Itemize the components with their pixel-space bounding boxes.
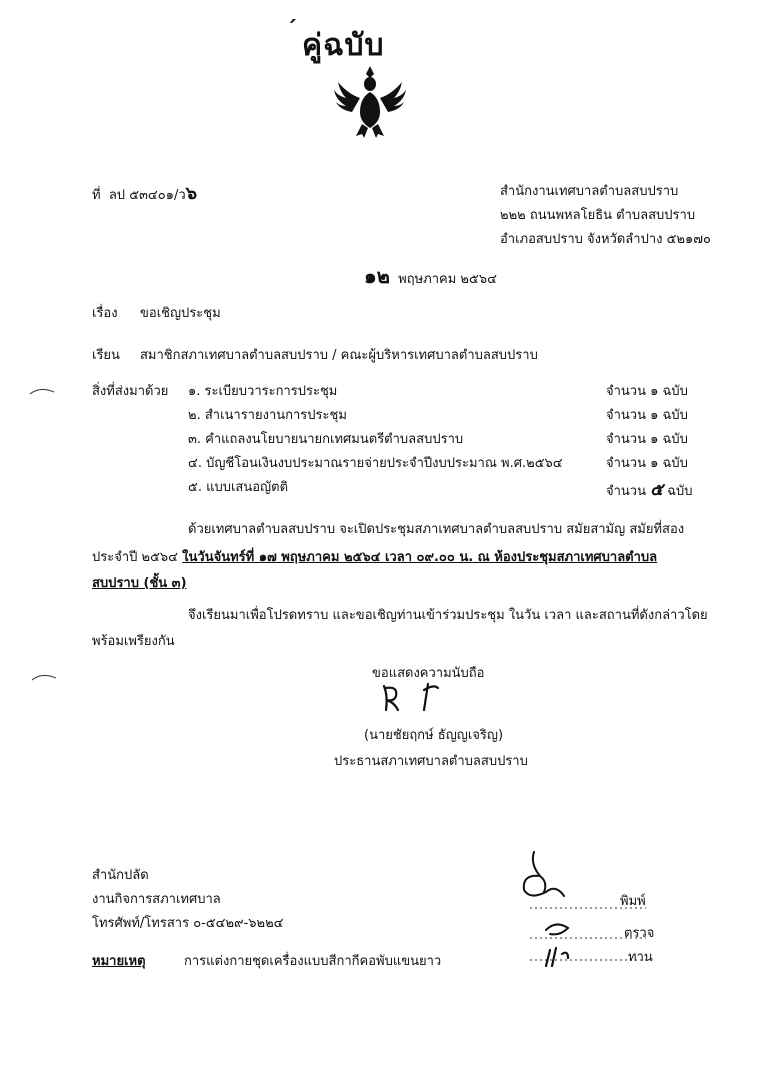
margin-mark xyxy=(28,386,58,396)
signature-image xyxy=(378,680,458,714)
enclosure-qty-handwritten: ๕ xyxy=(650,480,664,500)
contact-line-3: โทรศัพท์/โทรสาร ๐-๕๔๒๙-๖๒๒๔ xyxy=(92,916,284,931)
doc-number xyxy=(92,178,197,207)
enclosure-item: ๔. บัญชีโอนเงินงบประมาณรายจ่ายประจำปีงบประมาณ พ.ศ.๒๕๖๔ xyxy=(188,456,563,471)
body-paragraph-2-line-2: พร้อมเพรียงกัน xyxy=(92,634,175,649)
enclosure-item: ๑. ระเบียบวาระการประชุม xyxy=(188,384,338,399)
office-line-1: สำนักงานเทศบาลตำบลสบปราบ xyxy=(500,184,679,199)
enclosure-qty: จำนวน ๑ ฉบับ xyxy=(606,384,688,399)
meeting-datetime: ในวันจันทร์ที่ ๑๗ พฤษภาคม ๒๕๖๔ เวลา ๐๙.๐๐ น. ณ ห้องประชุมสภาเทศบาลตำบล xyxy=(182,550,658,565)
recipient-label: เรียน xyxy=(92,348,120,363)
stamp-tick: ´ xyxy=(286,18,297,43)
body-paragraph-1-line-1: ด้วยเทศบาลตำบลสบปราบ จะเปิดประชุมสภาเทศบาลตำบลสบปราบ สมัยสามัญ สมัยที่สอง xyxy=(188,522,685,537)
doc-date xyxy=(364,260,497,292)
enclosure-qty: จำนวน ๑ ฉบับ xyxy=(606,408,688,423)
copy-stamp: คู่ฉบับ xyxy=(302,28,385,63)
subject-value: ขอเชิญประชุม xyxy=(140,306,221,321)
enclosure-qty: จำนวน ๑ ฉบับ xyxy=(606,432,688,447)
date-day: ๑๒ xyxy=(364,264,390,288)
enclosure-item: ๕. แบบเสนอญัตติ xyxy=(188,480,289,495)
closing-regards: ขอแสดงความนับถือ xyxy=(372,666,485,681)
contact-line-1: สำนักปลัด xyxy=(92,868,149,883)
contact-line-2: งานกิจการสภาเทศบาล xyxy=(92,892,221,907)
margin-mark xyxy=(30,672,60,682)
body-paragraph-1-line-2: ประจำปี ๒๕๖๔ ในวันจันทร์ที่ ๑๗ พฤษภาคม ๒๕๖๔ เวลา ๐๙.๐๐ น. ณ ห้องประชุมสภาเทศบาลตำบล xyxy=(92,550,658,565)
enclosure-qty: จำนวน ๕ ฉบับ xyxy=(606,480,693,500)
doc-number-handwritten: ๖ xyxy=(185,183,198,204)
signer-position: ประธานสภาเทศบาลตำบลสบปราบ xyxy=(334,754,528,769)
doc-number-label: ที่ xyxy=(92,188,101,203)
routing-checked-label: ตรวจ xyxy=(624,926,655,941)
office-line-3: อำเภอสบปราบ จังหวัดลำปาง ๕๒๑๗๐ xyxy=(500,232,711,247)
subject-label: เรื่อง xyxy=(92,306,118,321)
recipient-value: สมาชิกสภาเทศบาลตำบลสบปราบ / คณะผู้บริหารเทศบาลตำบลสบปราบ xyxy=(140,348,538,363)
date-month-year: พฤษภาคม ๒๕๖๔ xyxy=(398,272,497,287)
signer-name: (นายชัยฤกษ์ ธัญญเจริญ) xyxy=(364,728,504,743)
routing-passed-label: ทาน xyxy=(628,950,653,965)
note-value: การแต่งกายชุดเครื่องแบบสีกากีคอพับแขนยาว xyxy=(184,954,442,969)
enclosures-label: สิ่งที่ส่งมาด้วย xyxy=(92,384,169,399)
routing-typed-label: พิมพ์ xyxy=(620,894,646,909)
enclosure-qty: จำนวน ๑ ฉบับ xyxy=(606,456,688,471)
enclosure-item: ๓. คำแถลงนโยบายนายกเทศมนตรีตำบลสบปราบ xyxy=(188,432,464,447)
doc-number-value: ลป ๕๓๔๐๑/ว xyxy=(108,188,186,203)
enclosure-item: ๒. สำเนารายงานการประชุม xyxy=(188,408,347,423)
office-line-2: ๒๒๒ ถนนพหลโยธิน ตำบลสบปราบ xyxy=(500,208,696,223)
note-label: หมายเหตุ xyxy=(92,954,146,969)
body-paragraph-2-line-1: จึงเรียนมาเพื่อโปรดทราบ และขอเชิญท่านเข้าร่วมประชุม ในวัน เวลา และสถานที่ดังกล่าวโดย xyxy=(188,608,708,623)
meeting-location: สบปราบ (ชั้น ๓) xyxy=(92,576,187,591)
garuda-emblem-icon xyxy=(330,62,410,142)
